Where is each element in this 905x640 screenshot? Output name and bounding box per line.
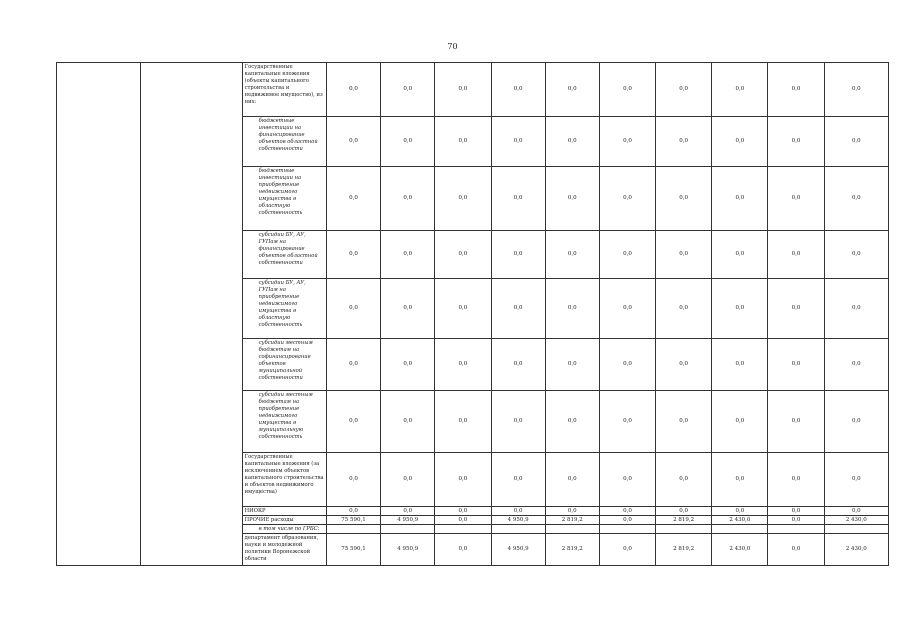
value-cell: 0,0	[435, 63, 491, 117]
value-cell	[768, 525, 824, 534]
value-cell: 0,0	[824, 391, 888, 453]
value-cell: 0,0	[599, 279, 655, 339]
value-cell: 0,0	[491, 279, 545, 339]
value-cell: 0,0	[435, 516, 491, 525]
value-cell: 0,0	[545, 339, 599, 391]
value-cell: 0,0	[491, 231, 545, 279]
value-cell: 0,0	[599, 453, 655, 507]
value-cell: 0,0	[768, 279, 824, 339]
value-cell: 0,0	[824, 231, 888, 279]
value-cell: 0,0	[545, 231, 599, 279]
value-cell: 0,0	[545, 507, 599, 516]
value-cell: 2 430,0	[824, 534, 888, 566]
row-label: бюджетные инвестиции на приобретение недвижимого имущества в областную собственность	[242, 167, 326, 231]
value-cell: 0,0	[712, 391, 768, 453]
value-cell: 0,0	[381, 339, 435, 391]
value-cell: 0,0	[656, 167, 712, 231]
value-cell: 0,0	[545, 453, 599, 507]
value-cell: 4 950,9	[381, 516, 435, 525]
value-cell	[824, 525, 888, 534]
value-cell: 0,0	[599, 167, 655, 231]
empty-cell	[141, 63, 242, 566]
value-cell: 0,0	[491, 453, 545, 507]
value-cell: 0,0	[599, 63, 655, 117]
value-cell: 0,0	[768, 63, 824, 117]
budget-table	[56, 62, 889, 566]
value-cell: 0,0	[545, 63, 599, 117]
value-cell: 0,0	[656, 63, 712, 117]
value-cell	[545, 525, 599, 534]
value-cell: 0,0	[491, 63, 545, 117]
page-number: 70	[447, 42, 458, 51]
value-cell: 0,0	[656, 339, 712, 391]
value-cell: 0,0	[435, 279, 491, 339]
row-label: субсидии местным бюджетам на софинансирование объектов муниципальной собственности	[242, 339, 326, 391]
value-cell: 0,0	[599, 117, 655, 167]
value-cell: 0,0	[381, 167, 435, 231]
value-cell: 0,0	[768, 167, 824, 231]
value-cell: 75 590,1	[326, 534, 380, 566]
value-cell: 0,0	[712, 231, 768, 279]
value-cell: 0,0	[435, 117, 491, 167]
value-cell: 0,0	[768, 516, 824, 525]
value-cell: 0,0	[656, 507, 712, 516]
value-cell: 0,0	[381, 117, 435, 167]
row-label: ПРОЧИЕ расходы	[242, 516, 326, 525]
value-cell: 0,0	[326, 453, 380, 507]
empty-cell	[57, 63, 141, 566]
value-cell: 0,0	[768, 453, 824, 507]
value-cell	[491, 525, 545, 534]
value-cell: 0,0	[599, 507, 655, 516]
row-label: бюджетные инвестиции на финансирование объектов областной собственности	[242, 117, 326, 167]
value-cell: 0,0	[435, 167, 491, 231]
value-cell	[656, 525, 712, 534]
value-cell: 0,0	[545, 279, 599, 339]
table-row	[57, 63, 889, 117]
value-cell: 0,0	[491, 339, 545, 391]
row-label: субсидии БУ, АУ, ГУПам на финансирование объектов областной собственности	[242, 231, 326, 279]
value-cell: 0,0	[545, 167, 599, 231]
row-label: субсидии БУ, АУ, ГУПам на приобретение недвижимого имущества в областную собственность	[242, 279, 326, 339]
value-cell: 0,0	[381, 453, 435, 507]
row-label: Государственные капитальные вложения (объекты капитального строительства и недвижимое имущество), из них:	[242, 63, 326, 117]
value-cell: 0,0	[381, 507, 435, 516]
value-cell: 0,0	[326, 231, 380, 279]
value-cell: 0,0	[381, 231, 435, 279]
value-cell: 2 430,0	[712, 534, 768, 566]
value-cell: 0,0	[326, 167, 380, 231]
value-cell: 0,0	[435, 339, 491, 391]
value-cell	[712, 525, 768, 534]
value-cell: 4 950,9	[381, 534, 435, 566]
value-cell	[599, 525, 655, 534]
value-cell: 0,0	[656, 117, 712, 167]
value-cell: 0,0	[768, 339, 824, 391]
value-cell: 0,0	[712, 279, 768, 339]
value-cell: 0,0	[491, 167, 545, 231]
value-cell: 0,0	[381, 63, 435, 117]
value-cell: 0,0	[435, 231, 491, 279]
value-cell: 0,0	[491, 507, 545, 516]
value-cell: 0,0	[326, 339, 380, 391]
value-cell: 2 430,0	[824, 516, 888, 525]
value-cell: 0,0	[768, 391, 824, 453]
value-cell: 0,0	[435, 507, 491, 516]
value-cell: 0,0	[599, 516, 655, 525]
value-cell: 0,0	[656, 279, 712, 339]
value-cell: 0,0	[599, 534, 655, 566]
row-label: субсидии местным бюджетам на приобретение недвижимого имущества в муниципальную собственность	[242, 391, 326, 453]
value-cell: 0,0	[768, 534, 824, 566]
value-cell: 0,0	[712, 167, 768, 231]
value-cell: 2 819,2	[545, 534, 599, 566]
row-label: в том числе по ГРБС:	[242, 525, 326, 534]
value-cell: 0,0	[599, 339, 655, 391]
value-cell: 2 819,2	[545, 516, 599, 525]
value-cell: 0,0	[656, 453, 712, 507]
value-cell: 4 950,9	[491, 534, 545, 566]
value-cell: 0,0	[326, 63, 380, 117]
value-cell: 0,0	[656, 231, 712, 279]
value-cell: 0,0	[326, 391, 380, 453]
value-cell: 0,0	[768, 117, 824, 167]
value-cell: 0,0	[824, 63, 888, 117]
value-cell: 0,0	[712, 339, 768, 391]
value-cell: 0,0	[491, 391, 545, 453]
value-cell: 0,0	[712, 63, 768, 117]
value-cell: 0,0	[768, 231, 824, 279]
value-cell: 2 430,0	[712, 516, 768, 525]
value-cell: 0,0	[545, 117, 599, 167]
value-cell: 4 950,9	[491, 516, 545, 525]
value-cell: 0,0	[599, 391, 655, 453]
value-cell: 0,0	[712, 117, 768, 167]
row-label: Государственные капитальные вложения (за исключением объектов капитального строительства и объектов недвижимого имущества)	[242, 453, 326, 507]
value-cell: 0,0	[326, 117, 380, 167]
value-cell: 75 590,1	[326, 516, 380, 525]
value-cell: 0,0	[824, 167, 888, 231]
value-cell: 0,0	[381, 279, 435, 339]
value-cell: 0,0	[381, 391, 435, 453]
value-cell	[381, 525, 435, 534]
value-cell: 2 819,2	[656, 534, 712, 566]
value-cell: 0,0	[435, 453, 491, 507]
value-cell: 0,0	[599, 231, 655, 279]
value-cell: 0,0	[656, 391, 712, 453]
value-cell: 0,0	[491, 117, 545, 167]
value-cell: 0,0	[712, 507, 768, 516]
value-cell: 2 819,2	[656, 516, 712, 525]
value-cell	[326, 525, 380, 534]
value-cell: 0,0	[435, 534, 491, 566]
value-cell: 0,0	[824, 339, 888, 391]
value-cell: 0,0	[326, 279, 380, 339]
value-cell: 0,0	[712, 453, 768, 507]
value-cell: 0,0	[545, 391, 599, 453]
value-cell: 0,0	[824, 279, 888, 339]
value-cell: 0,0	[824, 507, 888, 516]
value-cell: 0,0	[824, 453, 888, 507]
value-cell: 0,0	[824, 117, 888, 167]
row-label: департамент образования, науки и молодежной политики Воронежской области	[242, 534, 326, 566]
value-cell	[435, 525, 491, 534]
value-cell: 0,0	[435, 391, 491, 453]
value-cell: 0,0	[326, 507, 380, 516]
value-cell: 0,0	[768, 507, 824, 516]
row-label: НИОКР	[242, 507, 326, 516]
